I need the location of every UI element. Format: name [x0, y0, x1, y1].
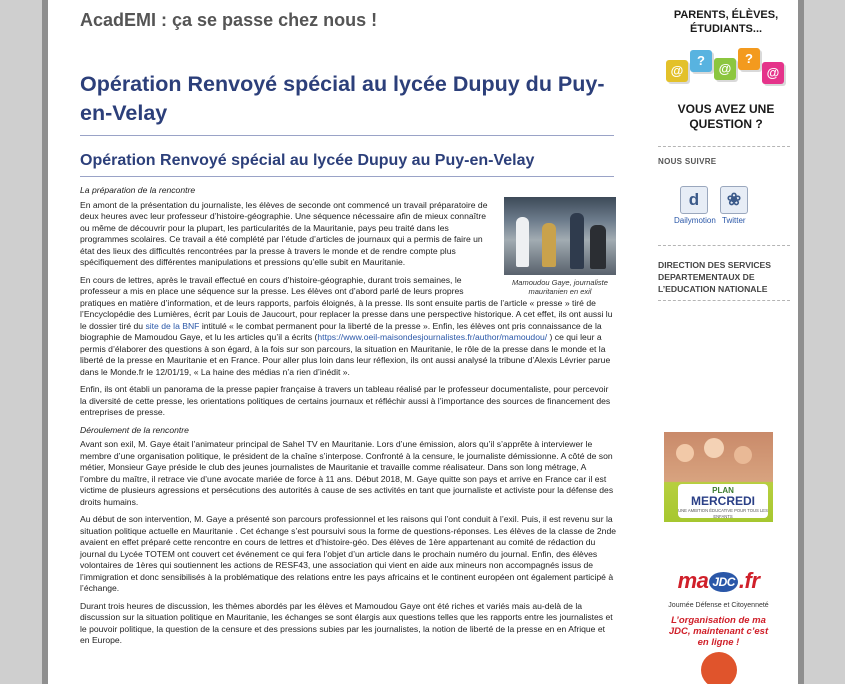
- question-banner-top-text: PARENTS, ÉLÈVES, ÉTUDIANTS...: [673, 9, 779, 35]
- sidebar-divider-2: [658, 245, 790, 246]
- section-heading-preparation: La préparation de la rencontre: [80, 185, 196, 195]
- journalist-photo[interactable]: [504, 197, 616, 275]
- cube-icon-2: ?: [690, 50, 712, 72]
- paragraph-3: Enfin, ils ont établi un panorama de la presse papier française à travers un tableau réalisé par le professeur documentaliste, pour percevoir la diversité de cette presse, les orientations politiques de certains journaux et réfléchir aussi à l’importance des sources de financement des entreprises de presse.: [80, 384, 611, 417]
- plan-mercredi-banner[interactable]: [664, 432, 773, 522]
- twitter-link[interactable]: Twitter: [722, 216, 746, 225]
- jdc-subtitle: Journée Défense et Citoyenneté: [668, 602, 769, 609]
- oeil-link[interactable]: https://www.oeil-maisondesjournalistes.fr/author/mamoudou/: [317, 332, 548, 342]
- bnf-link[interactable]: site de la BNF: [145, 320, 200, 331]
- question-banner[interactable]: [658, 6, 794, 134]
- jdc-logo-suffix: .fr: [738, 568, 760, 593]
- post-title-divider: [80, 176, 614, 177]
- jdc-tagline: L’organisation de ma JDC, maintenant c’est en ligne !: [668, 615, 769, 648]
- paragraph-1: En amont de la présentation du journaliste, les élèves de seconde ont commencé un travail préparatoire de deux heures avec leur professeur d’histoire-géographie. Une séquence nécessaire afin de mieux connaître ou même de découvrir pour la plupart, les particularités de la Mauritanie, pays peu traité dans les programmes scolaires. Ce travail a été complété par l’étude d’articles de journaux qui a permis de faire un état des lieux des difficultés rencontrées par la presse à travers le monde et de rendre compte plus spécifiquement des différentes manipulations et pressions qu’elle subit en Mauritanie.: [80, 199, 488, 267]
- article-figure: [504, 197, 616, 296]
- sidebar-divider-3: [658, 300, 790, 301]
- follow-us-label: NOUS SUIVRE: [658, 157, 717, 166]
- jdc-banner[interactable]: [664, 566, 773, 684]
- page-title: Opération Renvoyé spécial au lycée Dupuy du Puy-en-Velay: [80, 72, 605, 125]
- paragraph-6: Durant trois heures de discussion, les thèmes abordés par les élèves et Mamoudou Gaye ont été riches et variés mais au-delà de la discussion sur la situation politique en Mauritanie, les échanges se sont élargis aux questions telles que les rapports entre les journalistes et le pouvoir politique, la question de la censure et des pressions subies par les journalistes, la notion de liberté de la presse en en Afrique et en Europe.: [80, 600, 613, 645]
- social-links: [674, 186, 770, 230]
- mercredi-label: MERCREDI: [690, 494, 755, 508]
- cube-icon-4: ?: [738, 48, 760, 70]
- sidebar-divider-1: [658, 146, 790, 147]
- jdc-person-image: [701, 652, 737, 684]
- cube-icon-5: @: [762, 62, 784, 84]
- jdc-logo-prefix: ma: [677, 568, 709, 593]
- cube-icon-1: @: [666, 60, 688, 82]
- paragraph-2-part-c: ) ce qui leur a permis d’élaborer des questions à son égard, à la fois sur son parcours, la situation en Mauritanie, le rôle de la presse dans le monde et la liberté de la presse en Mauritanie et en France. Pour aller plus loin dans leur réflexion, ils ont aussi analysé la tribune d’Alexis Lévrier parue dans le Monde.fr le 12/01/19, « La haine des médias n’a rien d’inédit ».: [80, 332, 611, 377]
- jdc-logo: [664, 568, 773, 594]
- title-divider: [80, 135, 614, 136]
- paragraph-5: Au début de son intervention, M. Gaye a présenté son parcours professionnel et les raisons qui l’ont conduit à l’exil. Puis, il est revenu sur la situation politique actuelle en Mauritanie . Cet échange s’est poursuivi sous la forme de questions-réponses. Les élèves de la classe de 2nde avaient en effet préparé cette rencontre en cours de lettres et d’histoire-géo. Des élèves de 1ère appartenant au comité de rédaction du journal du Lycée TOTEM ont couvert cet événement ce qui fera l’objet d’un article dans le prochain numéro du journal. Enfin, des élèves volontaires de 1ères qui soutiennent les actions de RESF43, une association qui vient en aide aux mineurs non accompagnés issus de l’immigration et donc sensibilisés à la problématique des relations entre les pays africains et le continent européen ont également participé à l’échange.: [80, 514, 616, 593]
- plan-mercredi-card: [678, 484, 768, 518]
- section-heading-deroulement: Déroulement de la rencontre: [80, 424, 189, 435]
- plan-mercredi-subtitle: UNE AMBITION ÉDUCATIVE POUR TOUS LES ENFANTS: [678, 508, 768, 519]
- plan-label: PLAN: [712, 486, 734, 495]
- twitter-icon[interactable]: ❀: [720, 186, 748, 214]
- dsden-link[interactable]: DIRECTION DES SERVICES DEPARTEMENTAUX DE L’EDUCATION NATIONALE: [658, 260, 772, 294]
- post-title[interactable]: Opération Renvoyé spécial au lycée Dupuy au Puy-en-Velay: [80, 152, 535, 169]
- paragraph-2-part-b: intitulé « le combat permanent pour la liberté de la presse ». Enfin, les élèves ont pris connaissance de la biographie de Mamoudou Gaye, et lu les articles qu’il a écrits (: [80, 320, 602, 342]
- paragraph-2-part-a: En cours de lettres, après le travail effectué en cours d’histoire-géographie, durant trois semaines, le professeur a mis en place une séquence sur la presse. Les élèves ont d’abord parlé de leurs propres pratiques en matière d’information, et de leurs rapports, parfois éloignés, à la presse. Ils sont ensuite partis de l’article « presse » tiré de l’Encyclopédie des Lumières, écrit par Louis de Jaucourt, pour replacer la presse dans une perspective historique. A cet effet, ils ont aussi lu le dossier tiré du: [80, 274, 613, 331]
- dailymotion-icon[interactable]: d: [680, 186, 708, 214]
- article-body: [80, 185, 616, 653]
- paragraph-4: Avant son exil, M. Gaye était l’animateur principal de Sahel TV en Mauritanie. Lors d’une émission, alors qu’il s’apprête à interviewer le membre d’une organisation politique, le président de la chaîne s’interpose. Confronté à la censure, le journaliste démissionne. A côté de son métier, Monsieur Gaye préside le club des jeunes journalistes de Mauritanie et travaille comme réalisateur. Dans son long métrage, A l’ombre du maître, il retrace vie d’une avocate mariée de force à 11 ans. Début 2018, M. Gaye quitte son pays et arrive en France car il est victime de plusieurs agressions et persécutions des autorités à cause de ses activités en tant que journaliste et activiste pour la défense des droits humains.: [80, 439, 614, 507]
- site-title[interactable]: AcadEMI : ça se passe chez nous !: [80, 10, 378, 30]
- page-frame: [42, 0, 804, 684]
- dailymotion-link[interactable]: Dailymotion: [674, 216, 716, 225]
- jdc-logo-badge: JDC: [709, 572, 738, 592]
- photo-caption: Mamoudou Gaye, journaliste mauritanien en exil: [512, 277, 608, 296]
- cube-icon-3: @: [714, 58, 736, 80]
- question-banner-bottom-text: VOUS AVEZ UNE QUESTION ?: [677, 102, 775, 131]
